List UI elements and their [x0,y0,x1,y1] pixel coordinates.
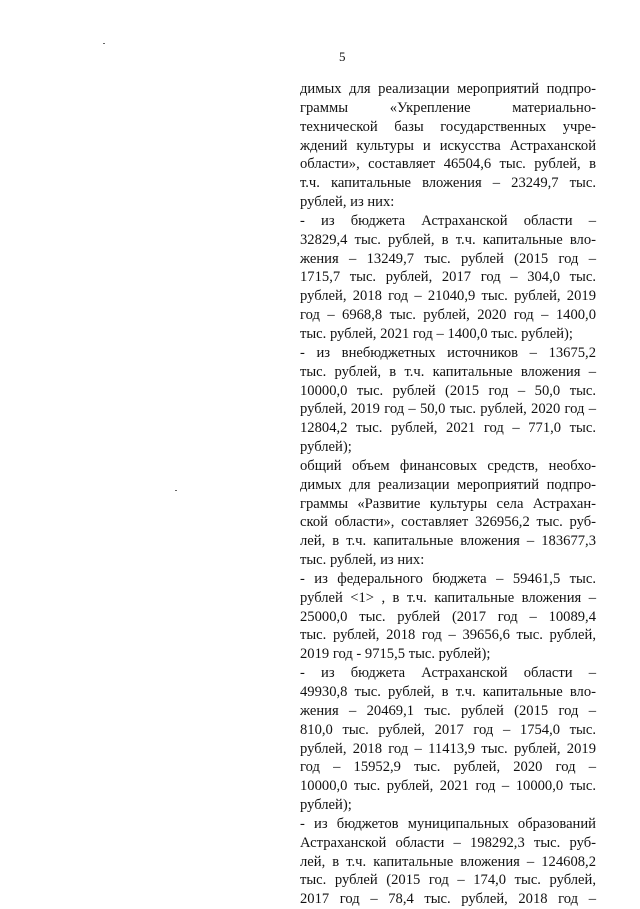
text-line: тыс. рублей, в т.ч. капитальные вложения – [300,363,596,380]
body-text [300,80,596,909]
text-line: жения – 20469,1 тыс. рублей (2015 год – [300,702,596,719]
text-line: рублей <1> , в т.ч. капитальные вложения – [300,589,596,606]
text-line: 25000,0 тыс. рублей (2017 год – 10089,4 [300,608,596,625]
text-line: Астраханской области – 198292,3 тыс. руб- [300,834,596,851]
text-line: димых для реализации мероприятий подпро- [300,476,596,493]
text-line: 10000,0 тыс. рублей, 2021 год – 10000,0 тыс. [300,778,596,795]
text-line: рублей); [300,797,352,814]
text-line: граммы «Укрепление материально- [300,99,596,116]
text-line: 2017 год – 78,4 тыс. рублей, 2018 год – [300,891,596,908]
text-line: 10000,0 тыс. рублей (2015 год – 50,0 тыс. [300,382,596,399]
text-line: - из внебюджетных источников – 13675,2 [300,344,596,361]
text-line: ждений культуры и искусства Астраханской [300,137,596,154]
page-number: 5 [339,49,346,64]
text-line: ской области», составляет 326956,2 тыс. руб- [300,514,596,531]
text-line: год – 15952,9 тыс. рублей, 2020 год – [300,759,596,776]
text-line: общий объем финансовых средств, необхо- [300,457,596,474]
text-line: год – 6968,8 тыс. рублей, 2020 год – 1400,0 [300,307,596,324]
scan-speck [175,490,177,491]
text-line: области», составляет 46504,6 тыс. рублей, в [300,156,596,173]
text-line: тыс. рублей, 2021 год – 1400,0 тыс. рублей); [300,325,573,342]
text-line: - из бюджетов муниципальных образований [300,815,596,832]
text-line: 1715,7 тыс. рублей, 2017 год – 304,0 тыс. [300,269,596,286]
text-line: рублей, 2018 год – 21040,9 тыс. рублей, 2019 [300,288,596,305]
scan-speck [103,43,105,44]
text-line: димых для реализации мероприятий подпро- [300,81,596,97]
text-line: - из федерального бюджета – 59461,5 тыс. [300,570,596,587]
text-line: тыс. рублей (2015 год – 174,0 тыс. рублей, [300,872,596,889]
text-line: рублей, 2019 год – 50,0 тыс. рублей, 2020 год – [300,401,596,418]
text-line: 2019 год - 9715,5 тыс. рублей); [300,646,491,663]
text-line: 810,0 тыс. рублей, 2017 год – 1754,0 тыс. [300,721,596,738]
text-line: 12804,2 тыс. рублей, 2021 год – 771,0 тыс. [300,420,596,437]
text-line: тыс. рублей, 2018 год – 39656,6 тыс. рублей, [300,627,596,644]
text-line: граммы «Развитие культуры села Астрахан- [300,495,596,512]
text-line: рублей, из них: [300,194,395,211]
text-line: жения – 13249,7 тыс. рублей (2015 год – [300,250,596,267]
text-line: рублей, 2018 год – 11413,9 тыс. рублей, 2019 [300,740,596,757]
text-line: 49930,8 тыс. рублей, в т.ч. капитальные вло- [300,684,596,700]
text-line: лей, в т.ч. капитальные вложения – 124608,2 [300,853,596,870]
text-line: т.ч. капитальные вложения – 23249,7 тыс. [300,175,596,192]
text-line: 32829,4 тыс. рублей, в т.ч. капитальные вло- [300,231,596,248]
text-line: - из бюджета Астраханской области – [300,665,596,682]
text-line: - из бюджета Астраханской области – [300,212,596,229]
text-line: лей, в т.ч. капитальные вложения – 183677,3 [300,533,596,550]
text-line: рублей); [300,439,352,456]
text-line: тыс. рублей, из них: [300,552,425,569]
text-line: технической базы государственных учре- [300,118,596,135]
